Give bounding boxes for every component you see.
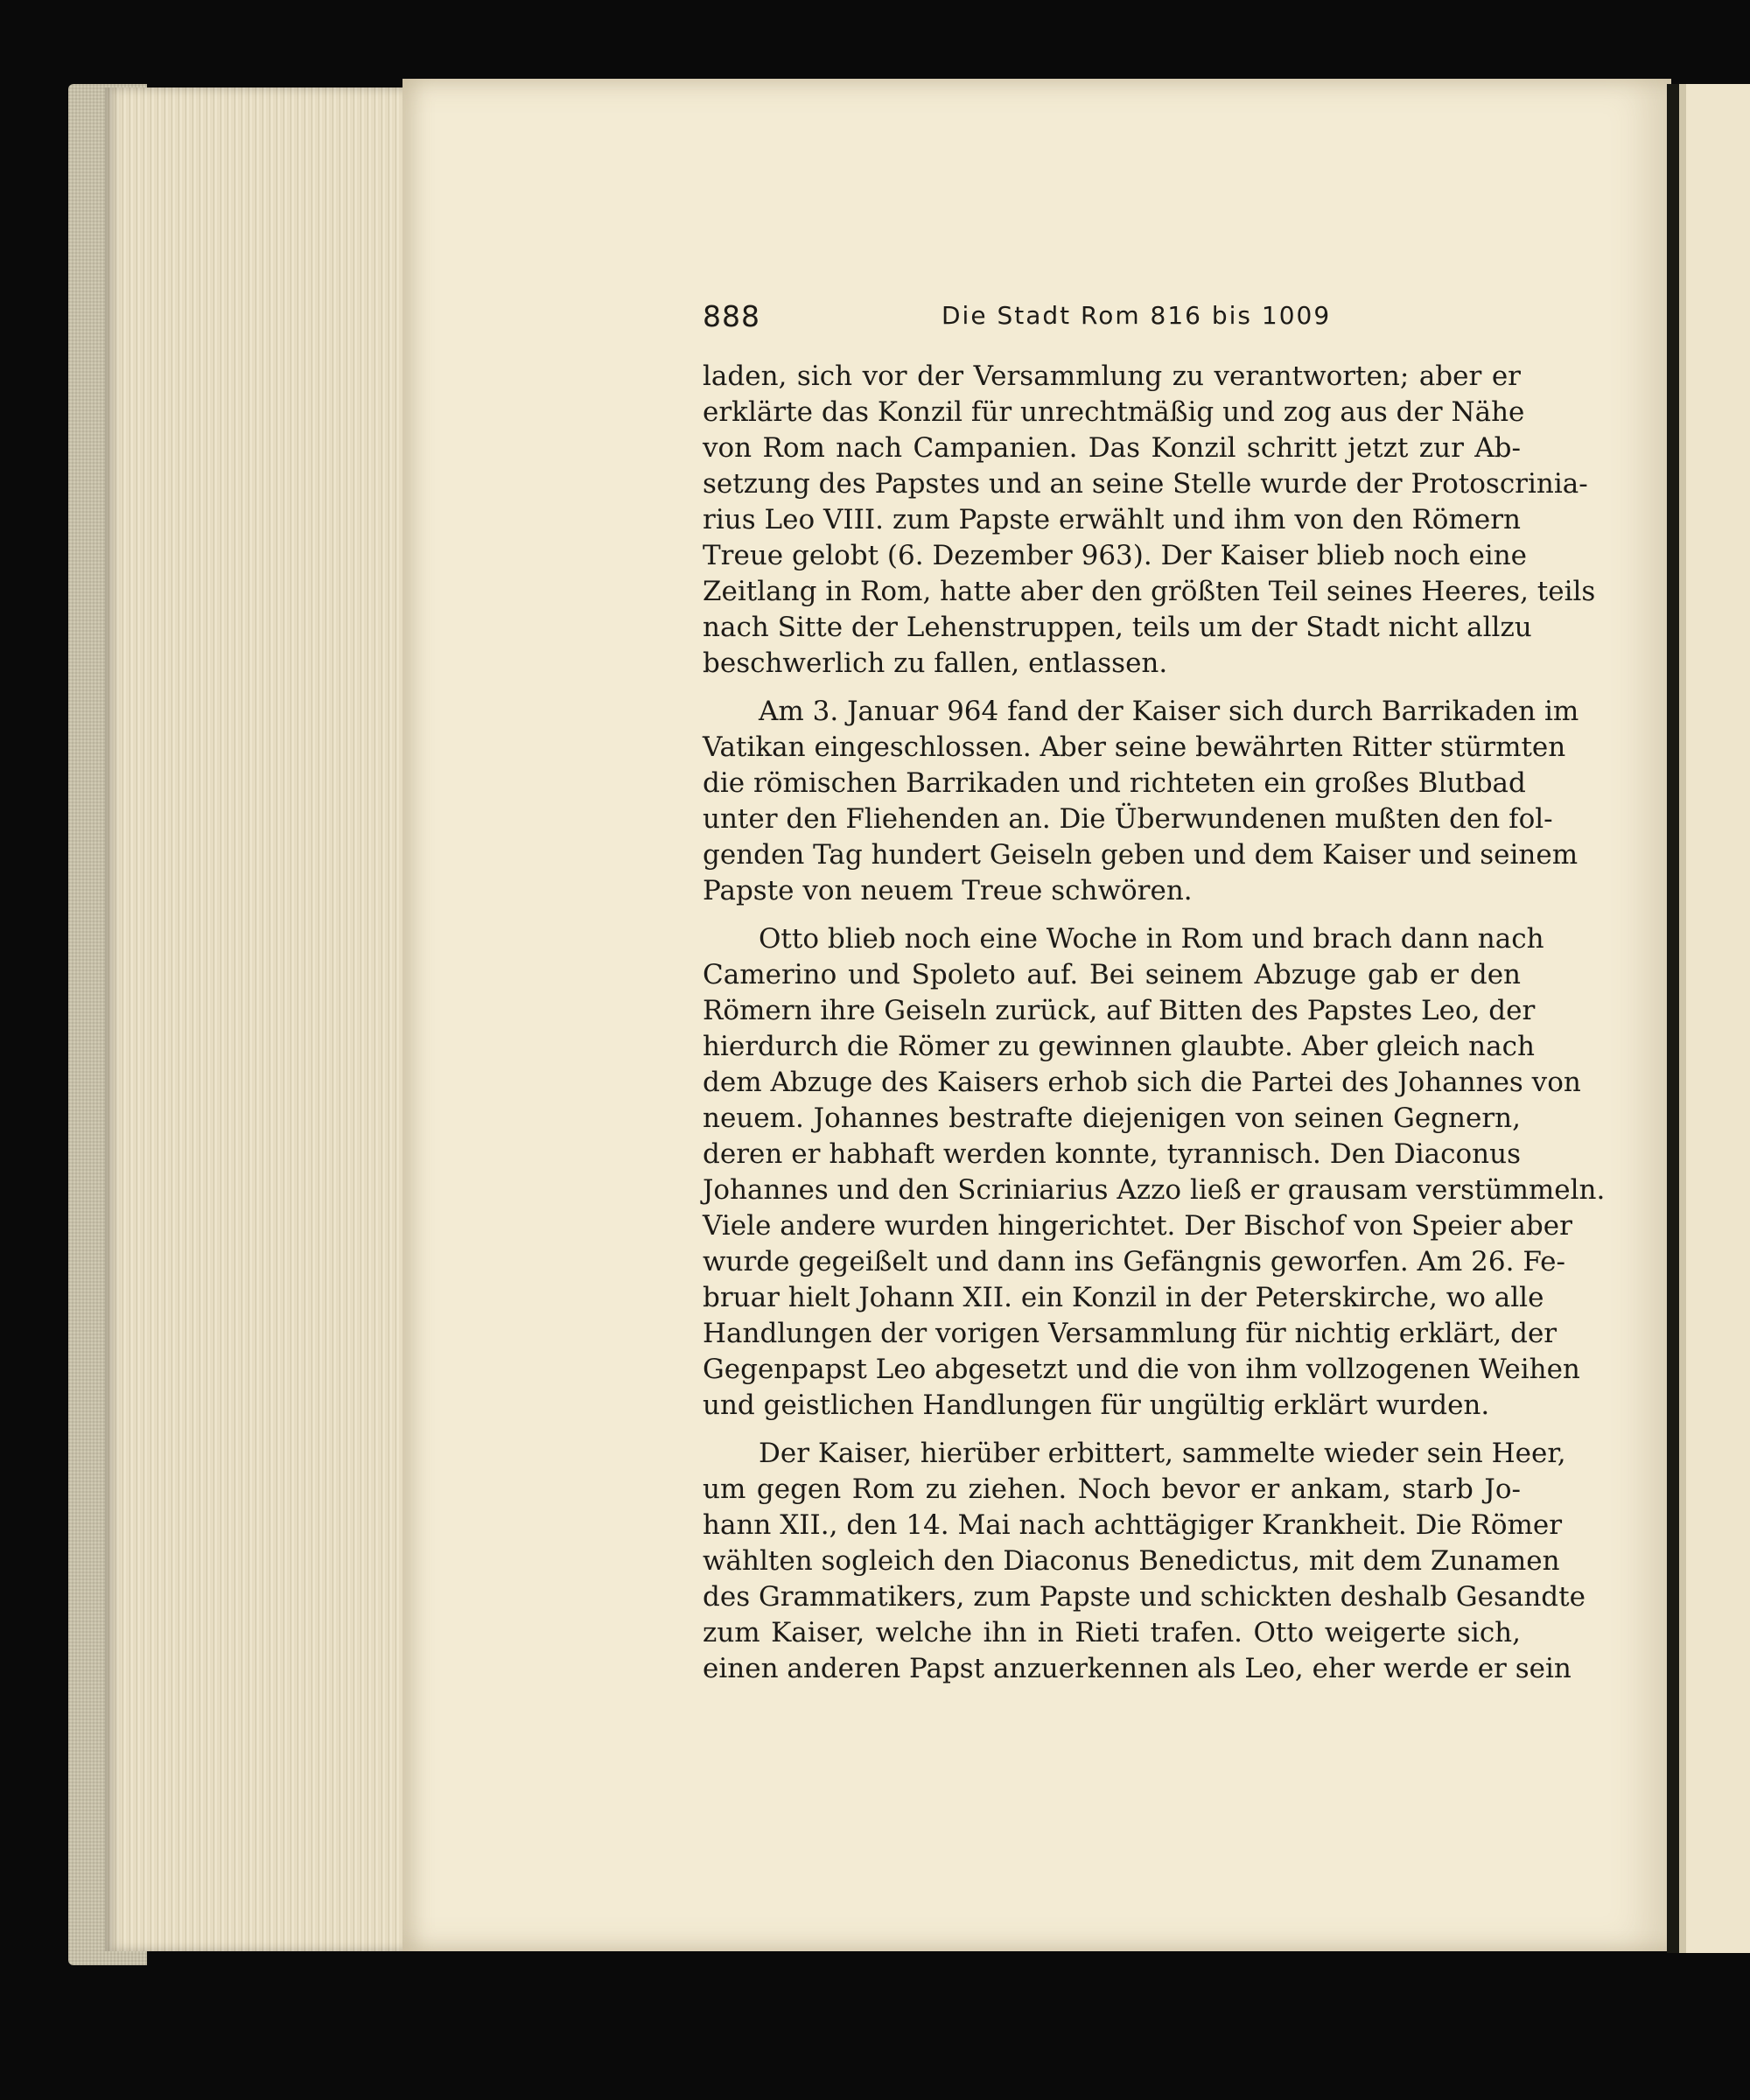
page-header-title: Die Stadt Rom 816 bis 1009 [942,301,1332,330]
text-line: neuem. Johannes bestrafte diejenigen von seinen Gegnern, [703,1102,1521,1134]
text-line: genden Tag hundert Geiseln geben und dem Kaiser und seinem [703,839,1578,871]
text-line: Zeitlang in Rom, hatte aber den größten Teil seines Heeres, teils [703,576,1596,607]
text-line: Vatikan eingeschlossen. Aber seine bewährten Ritter stürmten [703,732,1566,763]
text-line: Johannes und den Scriniarius Azzo ließ er grausam verstümmeln. [703,1174,1606,1206]
text-line: dem Abzuge des Kaisers erhob sich die Partei des Johannes von [703,1067,1581,1098]
text-line: beschwerlich zu fallen, entlassen. [703,648,1168,679]
text-line: Gegenpapst Leo abgesetzt und die von ihm vollzogenen Weihen [703,1354,1580,1385]
text-line: setzung des Papstes und an seine Stelle wurde der Protoscrinia- [703,468,1588,500]
text-line: und geistlichen Handlungen für ungültig erklärt wurden. [703,1390,1490,1421]
text-line: Am 3. Januar 964 fand der Kaiser sich durch Barrikaden im [759,696,1579,727]
facing-page-edge [1667,84,1750,1953]
text-line: hierdurch die Römer zu gewinnen glaubte. Aber gleich nach [703,1031,1535,1062]
text-block [703,290,1606,1687]
text-line: Viele andere wurden hingerichtet. Der Bischof von Speier aber [703,1210,1572,1242]
text-line: Treue gelobt (6. Dezember 963). Der Kaiser blieb noch eine [703,540,1528,571]
text-line: von Rom nach Campanien. Das Konzil schritt jetzt zur Ab- [703,432,1521,464]
text-line: Camerino und Spoleto auf. Bei seinem Abzuge gab er den [703,959,1521,990]
paragraph-1 [703,359,1596,682]
paragraph-3 [703,921,1606,1424]
page-number: 888 [703,299,760,333]
paragraph-2 [703,694,1579,909]
text-line: hann XII., den 14. Mai nach achttägiger Krankheit. Die Römer [703,1509,1563,1541]
text-line: die römischen Barrikaden und richteten ein großes Blutbad [703,767,1526,799]
text-line: bruar hielt Johann XII. ein Konzil in der Peterskirche, wo alle [703,1282,1544,1313]
text-line: unter den Fliehenden an. Die Überwundenen mußten den fol- [703,803,1553,835]
running-head [703,290,1521,343]
text-line: Papste von neuem Treue schwören. [703,875,1193,906]
text-line: erklärte das Konzil für unrechtmäßig und zog aus der Nähe [703,396,1525,428]
text-line: Handlungen der vorigen Versammlung für nichtig erklärt, der [703,1318,1558,1349]
text-line: wählten sogleich den Diaconus Benedictus, mit dem Zunamen [703,1545,1560,1577]
text-line: zum Kaiser, welche ihn in Rieti trafen. Otto weigerte sich, [703,1617,1521,1648]
page-edges [105,88,407,1951]
paragraph-4 [703,1436,1586,1687]
text-line: um gegen Rom zu ziehen. Noch bevor er ankam, starb Jo- [703,1474,1521,1505]
text-line: nach Sitte der Lehenstruppen, teils um der Stadt nicht allzu [703,612,1532,643]
text-line: Römern ihre Geiseln zurück, auf Bitten des Papstes Leo, der [703,995,1536,1026]
text-line: deren er habhaft werden konnte, tyrannisch. Den Diaconus [703,1138,1521,1170]
text-line: des Grammatikers, zum Papste und schickten deshalb Gesandte [703,1581,1586,1613]
text-line: Otto blieb noch eine Woche in Rom und brach dann nach [759,923,1544,955]
text-line: wurde gegeißelt und dann ins Gefängnis geworfen. Am 26. Fe- [703,1246,1565,1278]
text-line: Der Kaiser, hierüber erbittert, sammelte wieder sein Heer, [759,1438,1566,1469]
text-line: laden, sich vor der Versammlung zu verantworten; aber er [703,360,1521,392]
text-line: einen anderen Papst anzuerkennen als Leo, eher werde er sein [703,1653,1572,1684]
text-line: rius Leo VIII. zum Papste erwählt und ihm von den Römern [703,504,1521,536]
